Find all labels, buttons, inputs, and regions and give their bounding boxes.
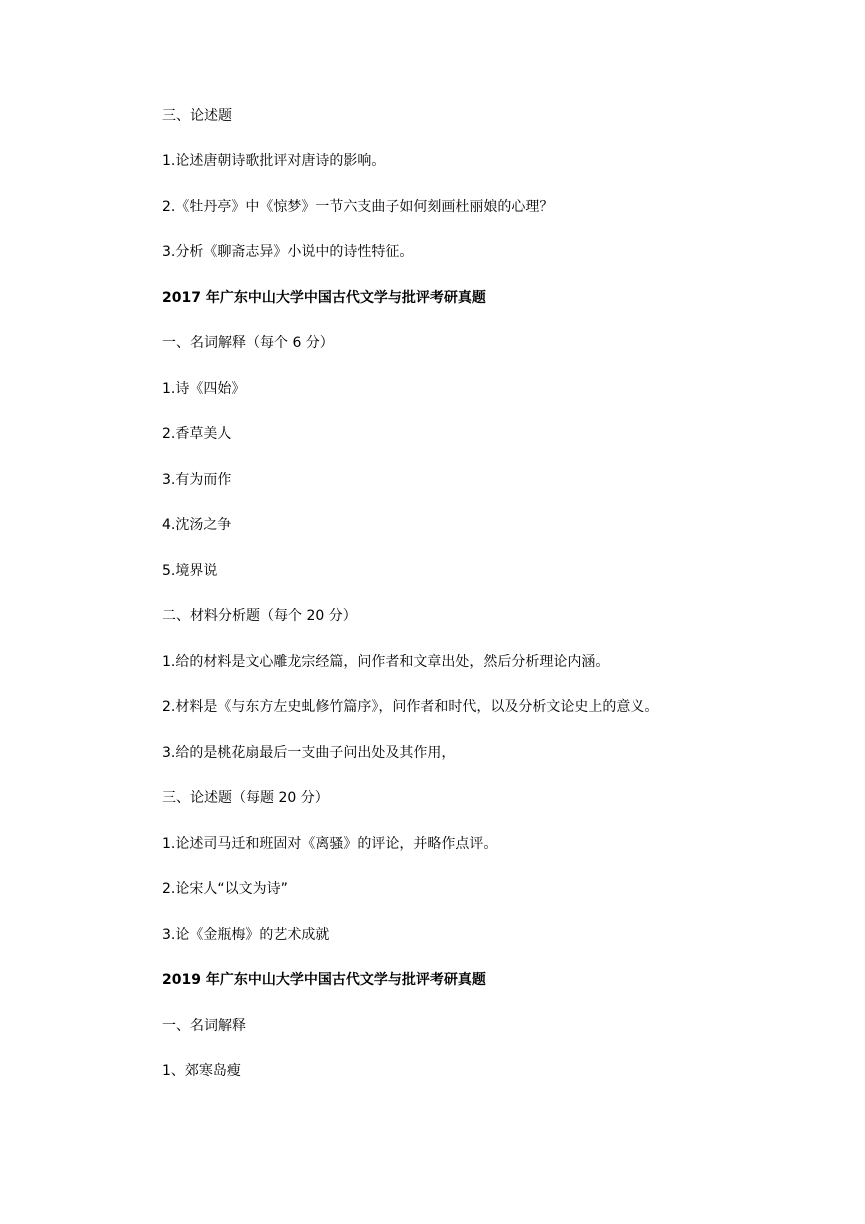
section-heading-terms: 一、名词解释（每个 6 分）: [162, 335, 334, 351]
question-line: 1.论述唐朝诗歌批评对唐诗的影响。: [162, 153, 386, 169]
section-heading-essay: 三、论述题: [162, 108, 232, 124]
question-line: 3.分析《聊斋志异》小说中的诗性特征。: [162, 244, 414, 260]
question-line: 3.有为而作: [162, 472, 232, 488]
question-line: 3.给的是桃花扇最后一支曲子问出处及其作用，: [162, 745, 456, 761]
question-line: 1.论述司马迁和班固对《离骚》的评论，并略作点评。: [162, 836, 498, 852]
question-line: 3.论《金瓶梅》的艺术成就: [162, 927, 330, 943]
section-heading-essay: 三、论述题（每题 20 分）: [162, 790, 329, 806]
question-line: 1.给的材料是文心雕龙宗经篇，问作者和文章出处，然后分析理论内涵。: [162, 654, 610, 670]
question-line: 2.香草美人: [162, 426, 232, 442]
section-heading-terms: 一、名词解释: [162, 1018, 246, 1034]
question-line: 1.诗《四始》: [162, 381, 246, 397]
question-line: 1、郊寒岛瘦: [162, 1063, 241, 1079]
question-line: 5.境界说: [162, 563, 218, 579]
exam-title-2019: 2019 年广东中山大学中国古代文学与批评考研真题: [162, 972, 486, 988]
section-heading-material: 二、材料分析题（每个 20 分）: [162, 608, 357, 624]
question-line: 2.《牡丹亭》中《惊梦》一节六支曲子如何刻画杜丽娘的心理？: [162, 199, 554, 215]
question-line: 2.论宋人“以文为诗”: [162, 881, 288, 897]
exam-title-2017: 2017 年广东中山大学中国古代文学与批评考研真题: [162, 290, 486, 306]
question-line: 4.沈汤之争: [162, 517, 232, 533]
question-line: 2.材料是《与东方左史虬修竹篇序》，问作者和时代，以及分析文论史上的意义。: [162, 699, 659, 715]
